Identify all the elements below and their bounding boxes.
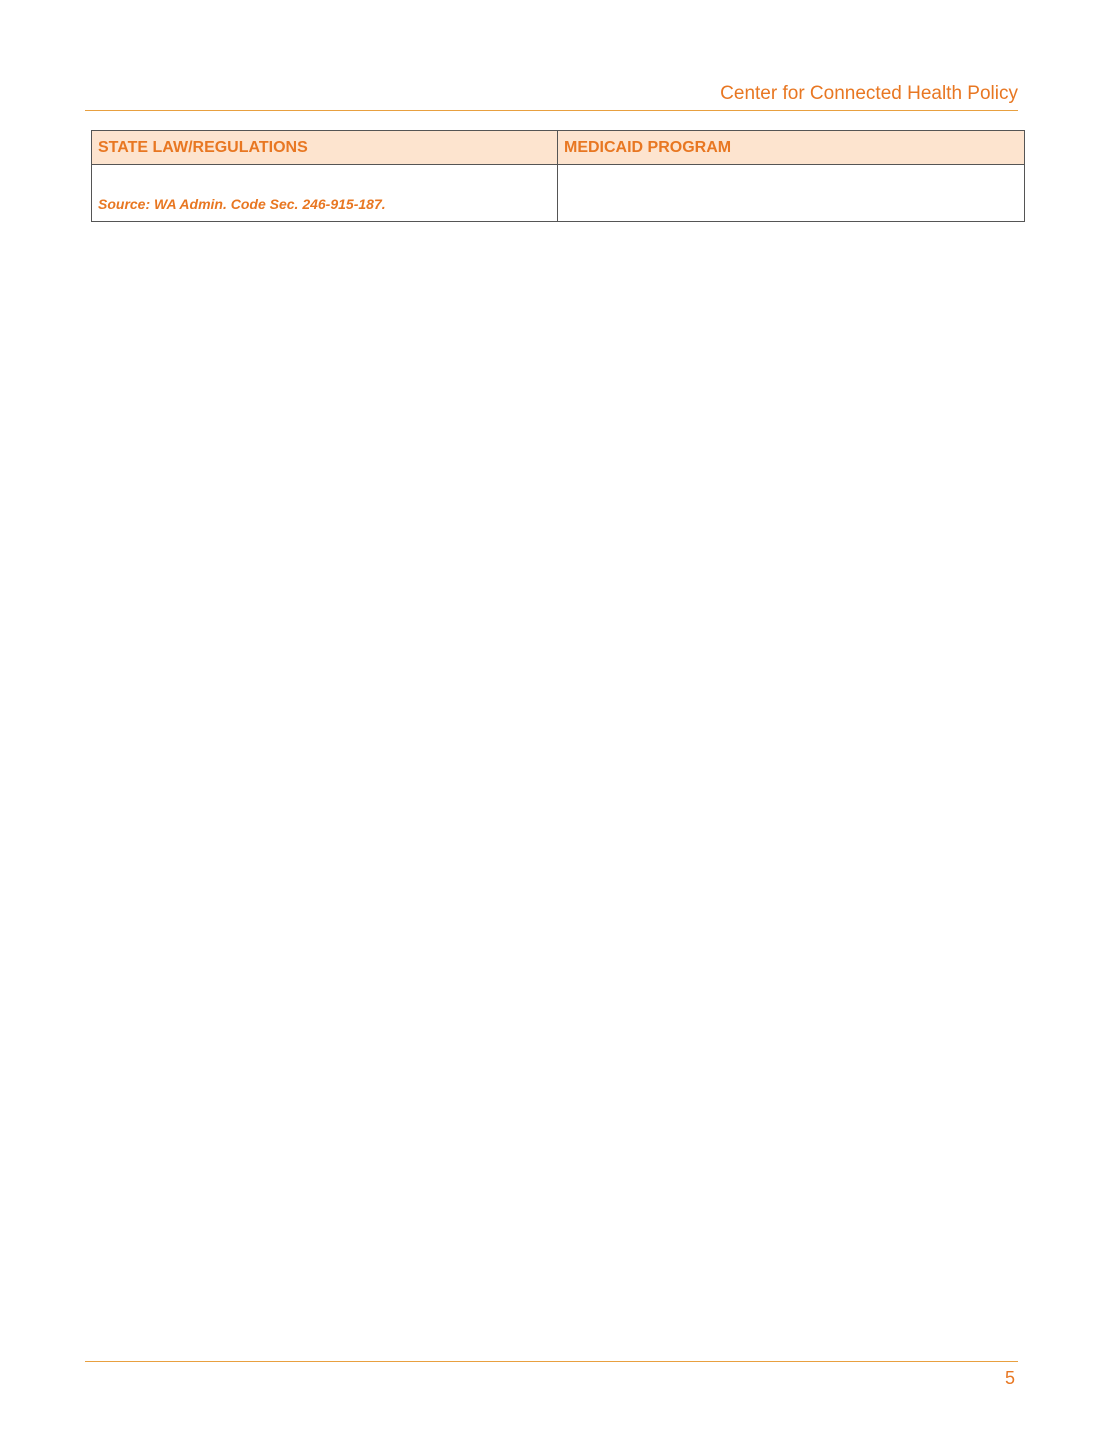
policy-table (91, 130, 1025, 222)
document-header-title: Center for Connected Health Policy (720, 83, 1018, 104)
state-law-cell (92, 165, 558, 222)
page-number: 5 (1004, 1368, 1015, 1388)
header-divider (85, 110, 1018, 111)
footer-divider (85, 1361, 1018, 1362)
column-header-medicaid: MEDICAID PROGRAM (558, 131, 1025, 165)
medicaid-cell (558, 165, 1025, 222)
source-citation: Source: WA Admin. Code Sec. 246-915-187. (98, 196, 386, 212)
table-header-row (92, 131, 1025, 165)
table-row (92, 165, 1025, 222)
column-header-state-law: STATE LAW/REGULATIONS (92, 131, 558, 165)
